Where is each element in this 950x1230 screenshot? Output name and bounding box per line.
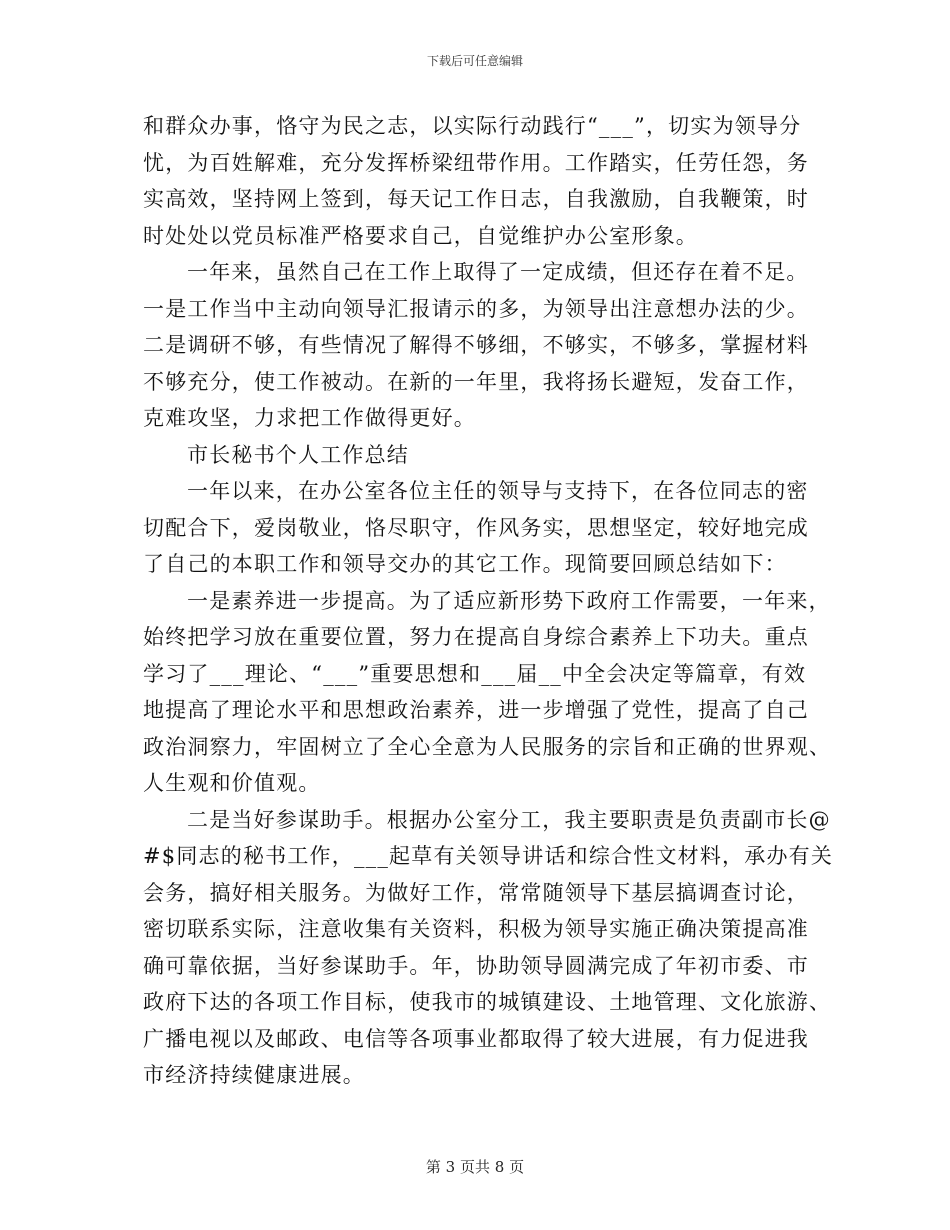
body-line: 地提高了理论水平和思想政治素养，进一步增强了党性，提高了自己: [143, 698, 809, 722]
body-line: #$同志的秘书工作，___起草有关领导讲话和综合性文材料，承办有关: [143, 844, 834, 868]
body-line: 政治洞察力，牢固树立了全心全意为人民服务的宗旨和正确的世界观、: [143, 734, 832, 759]
paragraph-start-line: 一年来，虽然自己在工作上取得了一定成绩，但还存在着不足。: [187, 260, 809, 284]
document-body: [143, 108, 834, 1094]
body-line: 一是工作当中主动向领导汇报请示的多，为领导出注意想办法的少。: [143, 296, 809, 321]
paragraph-start-line: 一是素养进一步提高。为了适应新形势下政府工作需要，一年来，: [187, 588, 831, 613]
body-line: 不够充分，使工作被动。在新的一年里，我将扬长避短，发奋工作，: [143, 369, 809, 394]
body-line: 了自己的本职工作和领导交办的其它工作。现简要回顾总结如下：: [143, 552, 787, 576]
paragraph-start-line: 一年以来，在办公室各位主任的领导与支持下，在各位同志的密: [187, 479, 809, 503]
body-line: 学习了___理论、“___”重要思想和___届__中全会决定等篇章，有效: [143, 661, 807, 686]
body-line: 确可靠依据，当好参谋助手。年，协助领导圆满完成了年初市委、市: [143, 953, 809, 978]
paragraph-start-line: 二是当好参谋助手。根据办公室分工，我主要职责是负责副市长@: [187, 807, 831, 832]
body-line: 广播电视以及邮政、电信等各项事业都取得了较大进展，有力促进我: [143, 1026, 809, 1051]
body-line: 克难攻坚，力求把工作做得更好。: [143, 406, 476, 430]
body-line: 会务，搞好相关服务。为做好工作，常常随领导下基层搞调查讨论，: [143, 880, 809, 905]
body-line: 二是调研不够，有些情况了解得不够细，不够实，不够多，掌握材料: [143, 333, 809, 357]
body-line: 市经济持续健康进展。: [143, 1063, 365, 1087]
page-header: 下载后可任意编辑: [426, 54, 523, 68]
body-line: 始终把学习放在重要位置，努力在提高自身综合素养上下功夫。重点: [143, 625, 809, 649]
body-line: 政府下达的各项工作目标，使我市的城镇建设、土地管理、文化旅游、: [143, 990, 832, 1014]
body-line: 切配合下，爱岗敬业，恪尽职守，作风务实，思想坚定，较好地完成: [143, 515, 809, 540]
body-line: 时处处以党员标准严格要求自己，自觉维护办公室形象。: [143, 223, 698, 248]
body-line: 和群众办事，恪守为民之志，以实际行动践行“___”，切实为领导分: [143, 114, 802, 138]
body-line: 忧，为百姓解难，充分发挥桥梁纽带作用。工作踏实，任劳任怨，务: [143, 150, 809, 175]
body-line: 人生观和价值观。: [143, 771, 321, 795]
page-footer: 第 3 页共 8 页: [425, 1158, 525, 1176]
body-line: 密切联系实际，注意收集有关资料，积极为领导实施正确决策提高准: [143, 917, 809, 941]
body-line: 实高效，坚持网上签到，每天记工作日志，自我激励，自我鞭策，时: [143, 187, 809, 211]
section-title: 市长秘书个人工作总结: [187, 442, 409, 467]
